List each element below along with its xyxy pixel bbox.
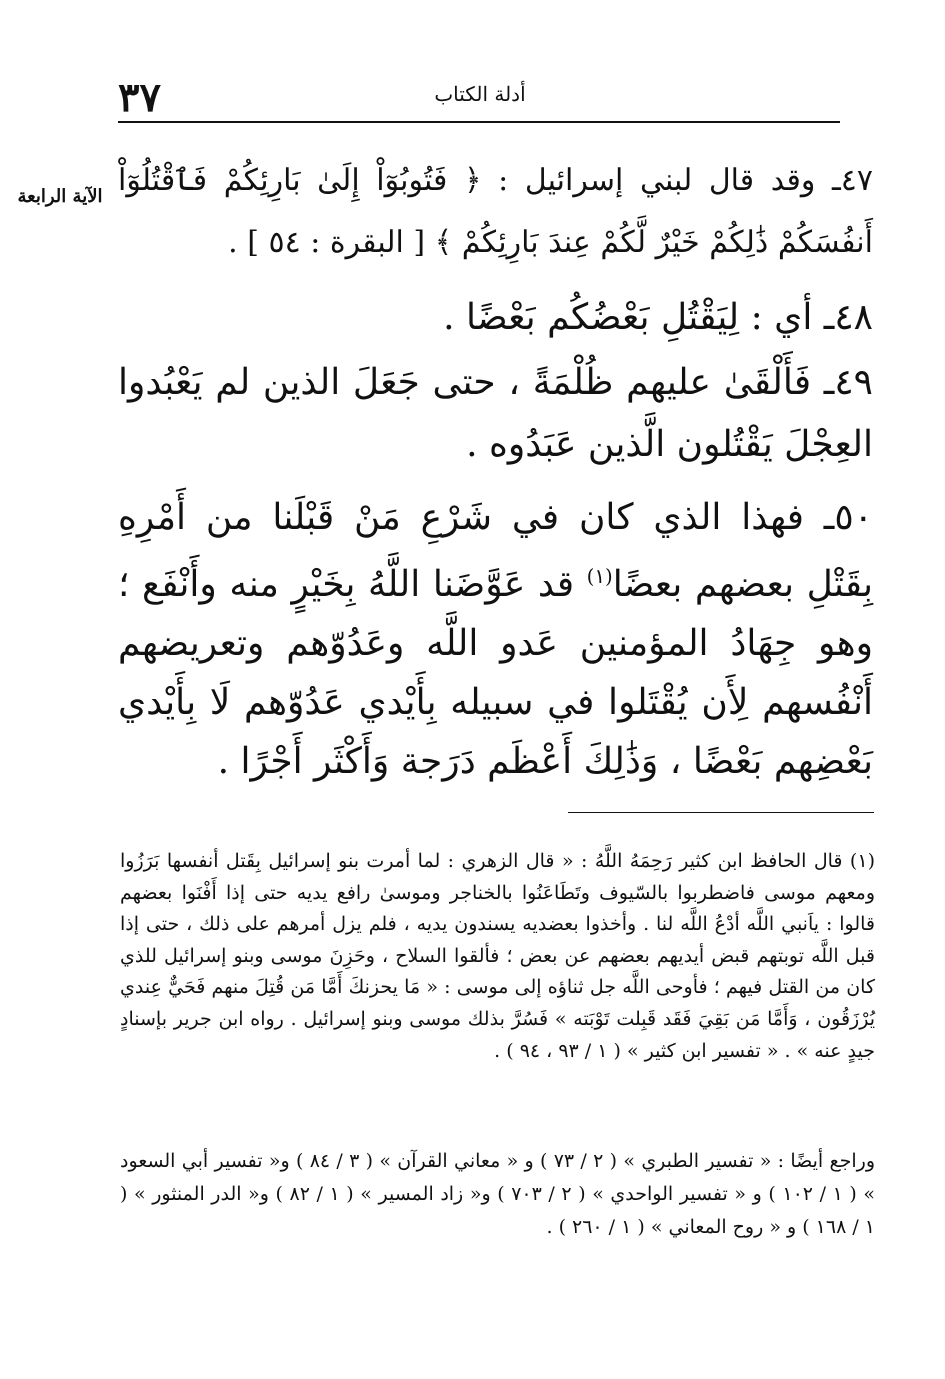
paragraph-47: ٤٧ـ وقد قال لبني إسرائيل : ﴿ فَتُوبُوٓاْ إِلَىٰ بَارِئِكُمْ فَٱقْتُلُوٓاْ أَنفُسَكُمْ ذَٰلِكُمْ خَيْرٌ لَّكُمْ عِندَ بَارِئِكُمْ ﴾ [ البقرة : ٥٤ ] . xyxy=(118,163,873,260)
footnote-1: (١) قال الحافظ ابن كثير رَحِمَهُ اللَّهُ : « قال الزهري : لما أمرت بنو إسرائيل بِقَتل أنفسها بَرَزُوا ومعهم موسى فاضطربوا بالسّيوف وتَطَاعَنُوا بالخناجر وموسىٰ رافع يديه حتى إذا أَفْنَوا بعضهم قالوا : ياَنبي اللَّه أدْعُ اللَّه لنا . وأخذوا بعضديه يسندون يديه ، فلم يزل أمرهم على ذلك ، حتى إذا قبل اللَّه توبتهم قبض أيديهم بعضهم عن بعض ؛ فألقوا السلاح ، وحَزِنَ موسى وبنو إسرائيل للذي كان من القتل فيهم ؛ فأوحى اللَّه جل ثناؤه إلى موسى : « مَا يحزنكَ أَمَّا مَن قُتِلَ منهم فَحَيٌّ عِندي يُرْزَقُون ، وَأَمَّا مَن بَقِيَ فَقَد قَبِلت تَوْبَته » فَسُرَّ بذلك موسى وبنو إسرائيل . رواه ابن جرير بإسنادٍ جيدٍ عنه » . « تفسير ابن كثير » ( ١ / ٩٣ ، ٩٤ ) . xyxy=(120,850,875,1062)
page-number: ٣٧ xyxy=(118,74,161,121)
paragraph-49: ٤٩ـ فَأَلْقَىٰ عليهم ظُلْمَةً ، حتى جَعَلَ الذين لم يَعْبُدوا العِجْلَ يَقْتُلون الَّذين عَبَدُوه . xyxy=(118,362,873,465)
footnote-separator xyxy=(568,812,874,813)
paragraph-50-text-b: قد عَوَّضَنا اللَّهُ بِخَيْرٍ منه وأَنْفَع ؛ وهو جِهَادُ المؤمنين عَدو اللَّه وعَدُوّهم وتعريضهم أَنْفُسهم لِأَن يُقْتَلوا في سبيله بِأَيْدي عَدُوّهم لَا بِأَيْدي بَعْضِهم بَعْضًا ، وَذَٰلِكَ أَعْظَم دَرَجة وَأَكْثَر أَجْرًا . xyxy=(118,564,873,782)
paragraph-48: ٤٨ـ أي : لِيَقْتُلِ بَعْضُكُم بَعْضًا . xyxy=(443,297,873,338)
header-rule xyxy=(118,121,840,123)
paragraph-50 xyxy=(118,488,873,791)
footnote-1-references: وراجع أيضًا : « تفسير الطبري » ( ٢ / ٧٣ ) و « معاني القرآن » ( ٣ / ٨٤ ) و« تفسير أبي السعود » ( ١ / ١٠٢ ) و « تفسير الواحدي » ( ٢ / ٧٠٣ ) و« زاد المسير » ( ١ / ٨٢ ) و« الدر المنثور » ( ١ / ١٦٨ ) و « روح المعاني » ( ١ / ٢٦٠ ) . xyxy=(120,1150,876,1238)
paragraph-50-text-a: ٥٠ـ فهذا الذي كان في شَرْعِ مَنْ قَبْلَنا من أَمْرِهِ بِقَتْلِ بعضهم بعضًا xyxy=(118,497,873,605)
margin-note: الآية الرابعة xyxy=(17,186,103,207)
running-title: أدلة الكتاب xyxy=(434,82,526,106)
footnote-reference-1: (١) xyxy=(586,565,613,588)
